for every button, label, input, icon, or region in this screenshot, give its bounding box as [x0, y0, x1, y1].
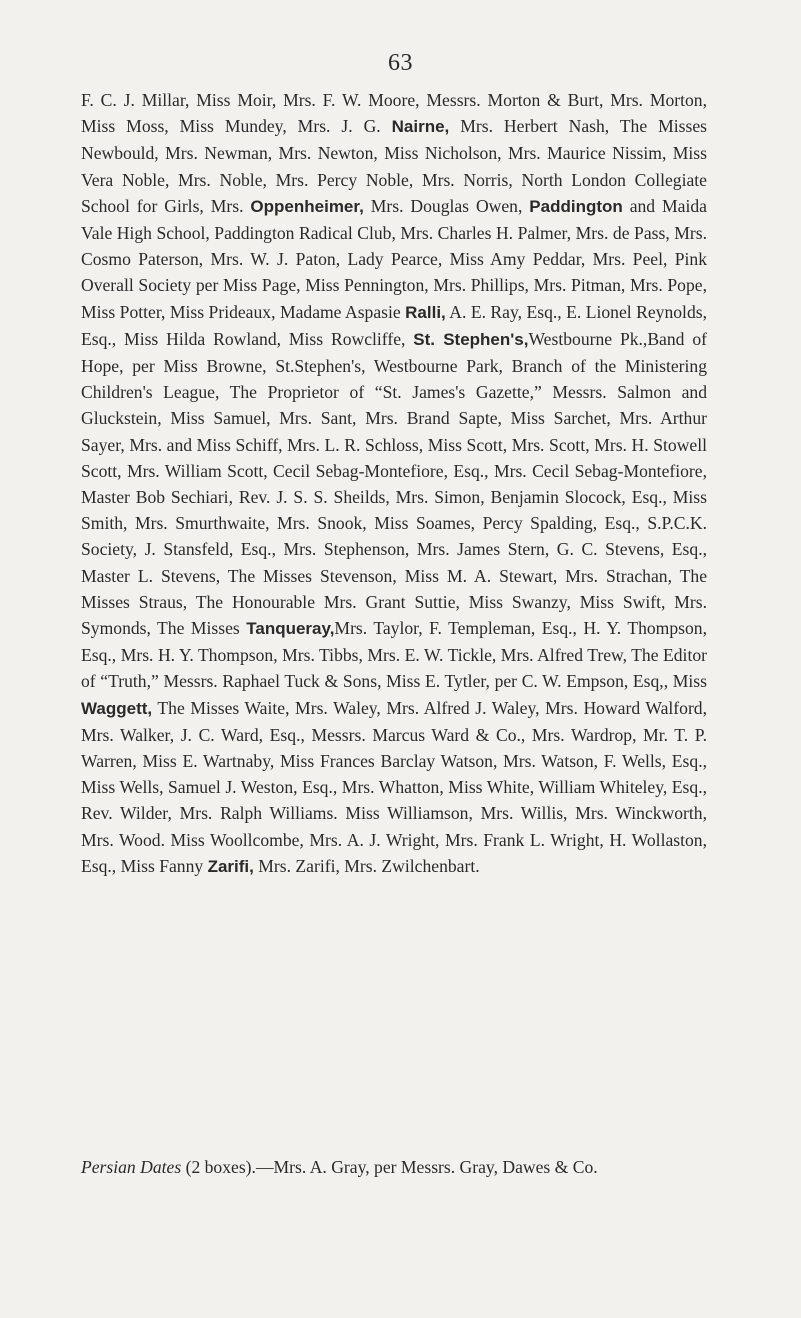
donor-text: Mrs. Herbert Nash, The Misses Newbould, Mrs. Newman, Mrs. Newton, Miss Nicholson, Mrs. Maurice Nissim, Miss Vera Noble, Mrs. Noble, Mrs. Percy Noble, Mrs. Norris, North London Collegiate School for Girls, Mrs.	[81, 116, 707, 216]
donor-text: Mrs. Taylor, F. Templeman, Esq., H. Y. Thompson, Esq., Mrs. H. Y. Thompson, Mrs. Tibbs, Mrs. E. W. Tickle, Mrs. Alfred Trew, The Editor of “Truth,” Messrs. Raphael Tuck & Sons, Miss E. Tytler, per C. W. Empson, Esq,, Miss	[81, 618, 707, 692]
section-text: (2 boxes).—Mrs. A. Gray, per Messrs. Gray, Dawes & Co.	[181, 1157, 598, 1177]
persian-dates-entry	[81, 1154, 721, 1180]
donor-text: Mrs. Zarifi, Mrs. Zwilchenbart.	[253, 855, 480, 876]
bold-donor-name: Ralli,	[405, 302, 446, 322]
bold-donor-name: Nairne,	[391, 117, 450, 137]
donor-text: The Misses Waite, Mrs. Waley, Mrs. Alfred J. Waley, Mrs. Howard Walford, Mrs. Walker, J. C. Ward, Esq., Messrs. Marcus Ward & Co., Mrs. Wardrop, Mr. T. P. Warren, Miss E. Wartnaby, Miss Frances Barclay Watson, Mrs. Watson, F. Wells, Esq., Miss Wells, Samuel J. Weston, Esq., Mrs. Whatton, Miss White, William Whiteley, Esq., Rev. Wilder, Mrs. Ralph Williams. Miss Williamson, Mrs. Willis, Mrs. Winckworth, Mrs. Wood. Miss Woollcombe, Mrs. A. J. Wright, Mrs. Frank L. Wright, H. Wollaston, Esq., Miss Fanny	[81, 697, 707, 876]
section-heading: Persian Dates	[81, 1157, 182, 1177]
donor-text: Mrs. Douglas Owen,	[363, 195, 530, 216]
bold-donor-name: Zarifi,	[207, 856, 254, 876]
donor-text: Westbourne Pk.,Band of Hope, per Miss Browne, St.Stephen's, Westbourne Park, Branch of the Ministering Children's League, The Proprietor of “St. James's Gazette,” Messrs. Salmon and Gluckstein, Miss Samuel, Mrs. Sant, Mrs. Brand Sapte, Miss Sarchet, Mrs. Arthur Sayer, Mrs. and Miss Schiff, Mrs. L. R. Schloss, Miss Scott, Mrs. Scott, Mrs. H. Stowell Scott, Mrs. William Scott, Cecil Sebag-Montefiore, Esq., Mrs. Cecil Sebag-Montefiore, Master Bob Sechiari, Rev. J. S. S. Sheilds, Mrs. Simon, Benjamin Slocock, Esq., Miss Smith, Mrs. Smurthwaite, Mrs. Snook, Miss Soames, Percy Spalding, Esq., S.P.C.K. Society, J. Stansfeld, Esq., Mrs. Stephenson, Mrs. James Stern, G. C. Stevens, Esq., Master L. Stevens, The Misses Stevenson, Miss M. A. Stewart, Mrs. Strachan, The Misses Straus, The Honourable Mrs. Grant Suttie, Miss Swanzy, Miss Swift, Mrs. Symonds, The Misses	[81, 328, 707, 639]
donor-text: A. E. Ray, Esq., E. Lionel Reynolds, Esq., Miss Hilda Rowland, Miss Rowcliffe,	[81, 301, 707, 349]
bold-donor-name: Waggett,	[81, 698, 153, 718]
bold-donor-name: St. Stephen's,	[413, 329, 529, 349]
bold-donor-name: Paddington	[529, 196, 623, 216]
donor-text: F. C. J. Millar, Miss Moir, Mrs. F. W. Moore, Messrs. Morton & Burt, Mrs. Morton, Miss Moss, Miss Mundey, Mrs. J. G.	[81, 90, 707, 137]
bold-donor-name: Tanqueray,	[246, 619, 335, 639]
donor-list-paragraph	[81, 87, 707, 880]
page-number: 63	[388, 50, 413, 76]
bold-donor-name: Oppenheimer,	[250, 196, 364, 216]
donor-text: and Maida Vale High School, Paddington Radical Club, Mrs. Charles H. Palmer, Mrs. de Pass, Mrs. Cosmo Paterson, Mrs. W. J. Paton, Lady Pearce, Miss Amy Peddar, Mrs. Peel, Pink Overall Society per Miss Page, Miss Pennington, Mrs. Phillips, Mrs. Pitman, Mrs. Pope, Miss Potter, Miss Prideaux, Madame Aspasie	[81, 195, 707, 322]
